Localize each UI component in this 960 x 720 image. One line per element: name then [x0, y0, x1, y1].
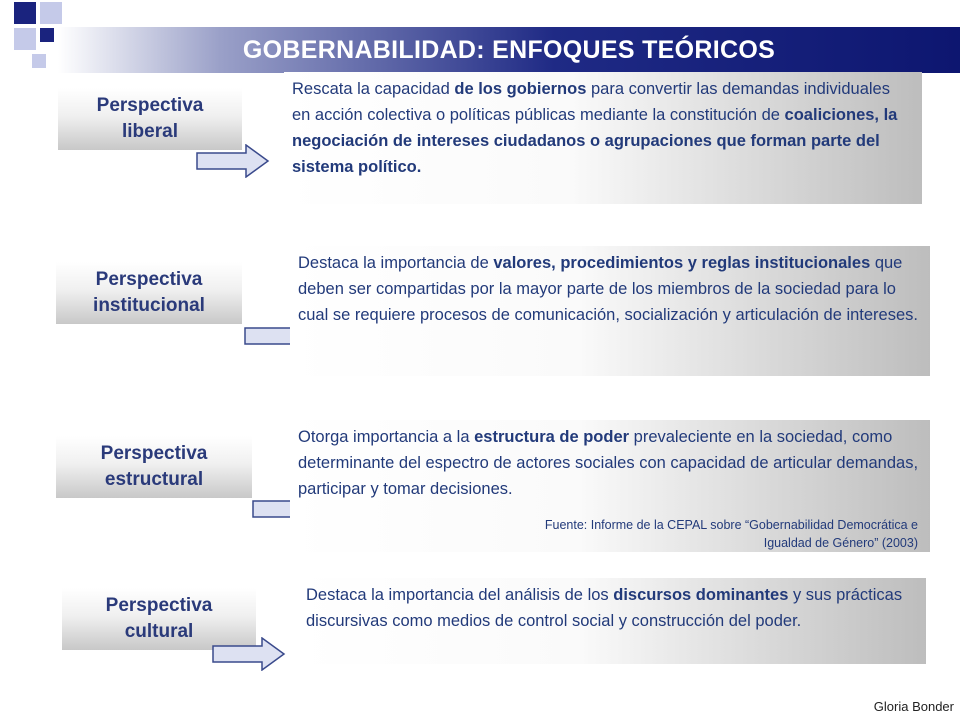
- perspective-description-liberal: [284, 72, 922, 204]
- arrow-right-icon: [196, 144, 270, 178]
- description-segment: Destaca la importancia de: [298, 254, 494, 272]
- description-segment: Otorga importancia a la: [298, 428, 475, 446]
- corner-square: [14, 28, 36, 50]
- source-citation: Fuente: Informe de la CEPAL sobre “Gobernabilidad Democrática e Igualdad de Género” (2003): [544, 518, 918, 550]
- description-bold-segment: coaliciones, la negociación de intereses ciudadanos o agrupaciones que forman parte del sistema político.: [292, 106, 898, 176]
- description-bold-segment: valores, procedimientos y reglas institucionales: [493, 254, 871, 272]
- description-segment: y sus prácticas discursivas como medios de control social y construcción del poder.: [306, 586, 903, 630]
- description-segment: Rescata la capacidad: [292, 80, 455, 98]
- perspective-label-estructural: [56, 436, 252, 498]
- perspective-description-institucional: [290, 246, 930, 376]
- arrow-right-icon: [212, 637, 286, 671]
- description-text: [290, 246, 930, 376]
- description-bold-segment: de los gobiernos: [454, 80, 587, 98]
- corner-square: [32, 54, 46, 68]
- description-bold-segment: discursos dominantes: [613, 586, 789, 604]
- perspective-label-text: Perspectiva cultural: [105, 595, 213, 642]
- perspective-description-cultural: [298, 578, 926, 664]
- corner-square: [40, 2, 62, 24]
- author-name: Gloria Bonder: [873, 699, 954, 714]
- perspective-label-text: Perspectiva institucional: [93, 269, 205, 316]
- description-segment: para convertir las demandas individuales en acción colectiva o políticas públicas mediante la constitución de: [292, 80, 890, 124]
- description-bold-segment: estructura de poder: [474, 428, 630, 446]
- description-text: [284, 72, 922, 204]
- description-text: [298, 578, 926, 664]
- page-title: GOBERNABILIDAD: ENFOQUES TEÓRICOS: [242, 36, 776, 64]
- perspective-label-text: Perspectiva liberal: [96, 95, 204, 142]
- perspective-label-liberal: [58, 88, 242, 150]
- description-segment: Destaca la importancia del análisis de los: [306, 586, 614, 604]
- description-segment: prevaleciente en la sociedad, como determinante del espectro de actores sociales con capacidad de articular demandas, participar y tomar decisiones.: [298, 428, 919, 498]
- corner-square: [14, 2, 36, 24]
- perspective-label-text: Perspectiva estructural: [100, 443, 208, 490]
- perspective-label-institucional: [56, 262, 242, 324]
- description-segment: que deben ser compartidas por la mayor parte de los miembros de la sociedad para lo cual se requiere procesos de comunicación, socialización y articulación de intereses.: [298, 254, 918, 324]
- corner-square: [40, 28, 54, 42]
